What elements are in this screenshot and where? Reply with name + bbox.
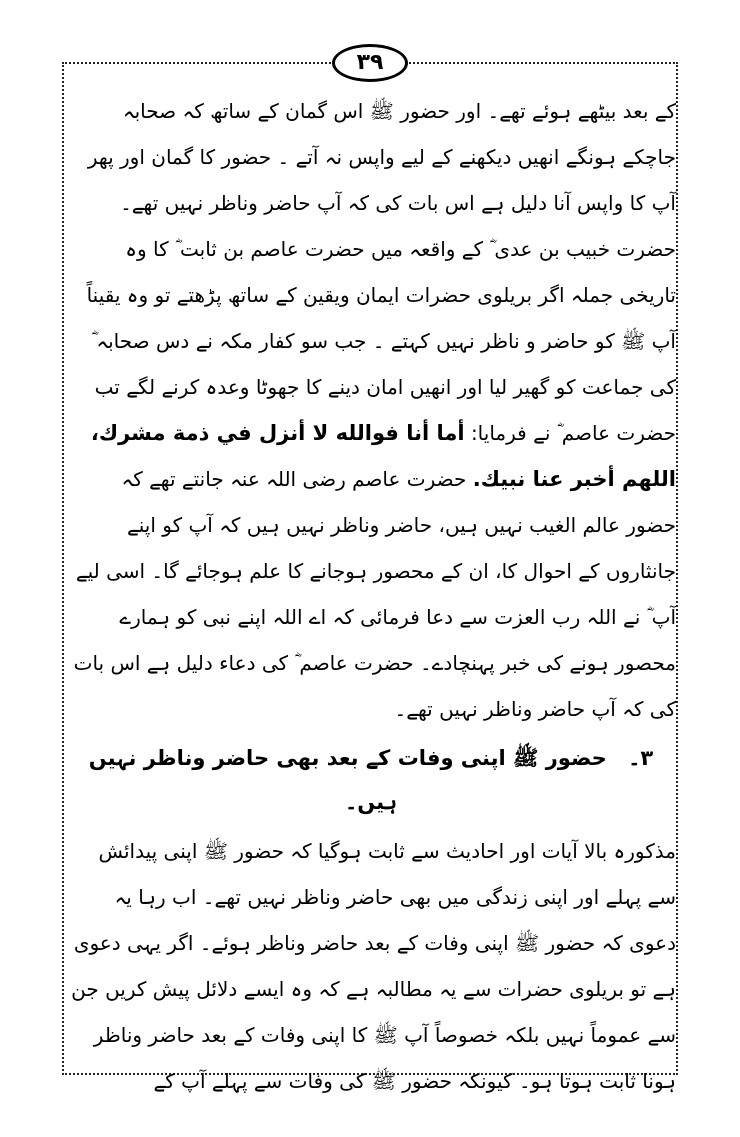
paragraph-1: کے بعد بیٹھے ہوئے تھے۔ اور حضور ﷺ اس گمان کے ساتھ کہ صحابہ جاچکے ہونگے انھیں دیکھنے کے لیے واپس نہ آتے ۔ حضور کا گمان اور پھر آپ کا واپس آنا دلیل ہے اس بات کی کہ آپ حاضر وناظر نہیں تھے۔ <box>87 99 676 215</box>
section-title: حضور ﷺ اپنی وفات کے بعد بھی حاضر وناظر نہیں ہیں۔ <box>88 746 607 814</box>
page-body <box>66 88 676 1104</box>
section-number: ۳۔ <box>628 746 654 770</box>
paragraph-2 <box>66 226 676 732</box>
paragraph-2-rest: حضرت عاصم رضی اللہ عنہ جانتے تھے کہ حضور عالم الغیب نہیں ہیں، حاضر وناظر نہیں ہیں کہ آپ کو اپنے جانثاروں کے احوال کا، ان کے محصور ہوجانے کا علم ہوجائے گا۔ اسی لیے آپ ؓ نے اللہ رب العزت سے دعا فرمائی کہ اے اللہ اپنے نبی کو ہمارے محصور ہونے کی خبر پہنچادے۔ حضرت عاصم ؓ کی دعاء دلیل ہے اس بات کی کہ آپ حاضر وناظر نہیں تھے۔ <box>73 467 676 721</box>
page-number: ۳۹ <box>332 44 408 82</box>
section-heading <box>66 736 676 824</box>
paragraph-3: مذکورہ بالا آیات اور احادیث سے ثابت ہوگیا کہ حضور ﷺ اپنی پیدائش سے پہلے اور اپنی زندگی میں بھی حاضر وناظر نہیں تھے۔ اب رہا یہ دعوی کہ حضور ﷺ اپنی وفات کے بعد حاضر وناظر ہوئے۔ اگر یہی دعوی ہے تو بریلوی حضرات سے یہ مطالبہ ہے کہ وہ ایسے دلائل پیش کریں جن سے عموماً نہیں بلکہ خصوصاً آپ ﷺ کا اپنی وفات کے بعد حاضر وناظر ہونا ثابت ہوتا ہو۔ کیونکہ حضور ﷺ کی وفات سے پہلے آپ کے <box>71 839 676 1093</box>
arabic-quote: أما أنا فوالله لا أنزل في ذمة مشرك، اللهم أخبر عنا نبيك. <box>90 421 676 491</box>
paragraph-2-lead: حضرت خبیب بن عدی ؓ کے واقعہ میں حضرت عاصم بن ثابت ؓ کا وہ تاریخی جملہ اگر بریلوی حضرات ایمان ویقین کے ساتھ پڑھتے تو وہ یقیناً آپ ﷺ کو حاضر و ناظر نہیں کہتے ۔ جب سو کفار مکہ نے دس صحابہ ؓ کی جماعت کو گھیر لیا اور انھیں امان دینے کا جھوٹا وعدہ کرنے لگے تب حضرت عاصم ؓ نے فرمایا: <box>86 237 676 445</box>
